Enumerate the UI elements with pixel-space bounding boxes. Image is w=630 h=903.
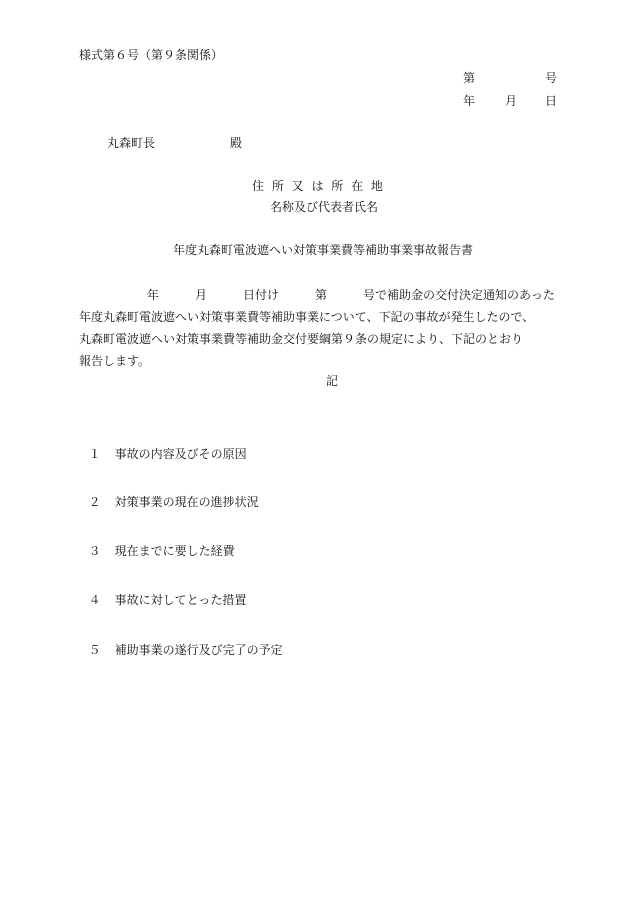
body-line: 年度丸森町電波遮へい対策事業費等補助事業について、下記の事故が発生したので、 bbox=[79, 310, 535, 324]
document-title: 年度丸森町電波遮へい対策事業費等補助事業事故報告書 bbox=[173, 243, 474, 257]
list-item-number: ３ bbox=[88, 544, 101, 558]
ki-heading: 記 bbox=[326, 374, 339, 388]
date-year-label: 年 bbox=[463, 94, 476, 108]
list-item-number: １ bbox=[88, 447, 101, 461]
list-item bbox=[81, 527, 235, 559]
list-item bbox=[81, 576, 246, 608]
body-line: 報告します。 bbox=[79, 354, 151, 368]
document-number-prefix: 第 bbox=[463, 71, 476, 85]
addressee-honorific: 殿 bbox=[230, 136, 243, 150]
list-item-label: 事故の内容及びその原因 bbox=[114, 447, 247, 461]
document-number-suffix: 号 bbox=[545, 71, 558, 85]
list-item-number: ４ bbox=[88, 593, 101, 607]
date-month-label: 月 bbox=[505, 94, 518, 108]
applicant-name-label: 名称及び代表者氏名 bbox=[270, 200, 379, 214]
date-day-label: 日 bbox=[545, 94, 558, 108]
list-item bbox=[81, 430, 247, 462]
list-item-label: 事故に対してとった措置 bbox=[114, 593, 247, 607]
body-line: 丸森町電波遮へい対策事業費等補助金交付要綱第９条の規定により、下記のとおり bbox=[79, 332, 524, 346]
list-item-label: 補助事業の遂行及び完了の予定 bbox=[114, 643, 283, 657]
list-item-label: 対策事業の現在の進捗状況 bbox=[114, 495, 259, 509]
list-item bbox=[81, 626, 283, 658]
list-item bbox=[81, 478, 259, 510]
list-item-label: 現在までに要した経費 bbox=[114, 544, 235, 558]
applicant-address-label: 住 所 又 は 所 在 地 bbox=[252, 179, 385, 193]
list-item-number: ２ bbox=[88, 495, 101, 509]
addressee-name: 丸森町長 bbox=[107, 136, 156, 150]
body-line: 年 月 日付け 第 号で補助金の交付決定通知のあった bbox=[147, 288, 555, 302]
form-label: 様式第６号（第９条関係） bbox=[79, 48, 224, 62]
list-item-number: ５ bbox=[88, 643, 101, 657]
